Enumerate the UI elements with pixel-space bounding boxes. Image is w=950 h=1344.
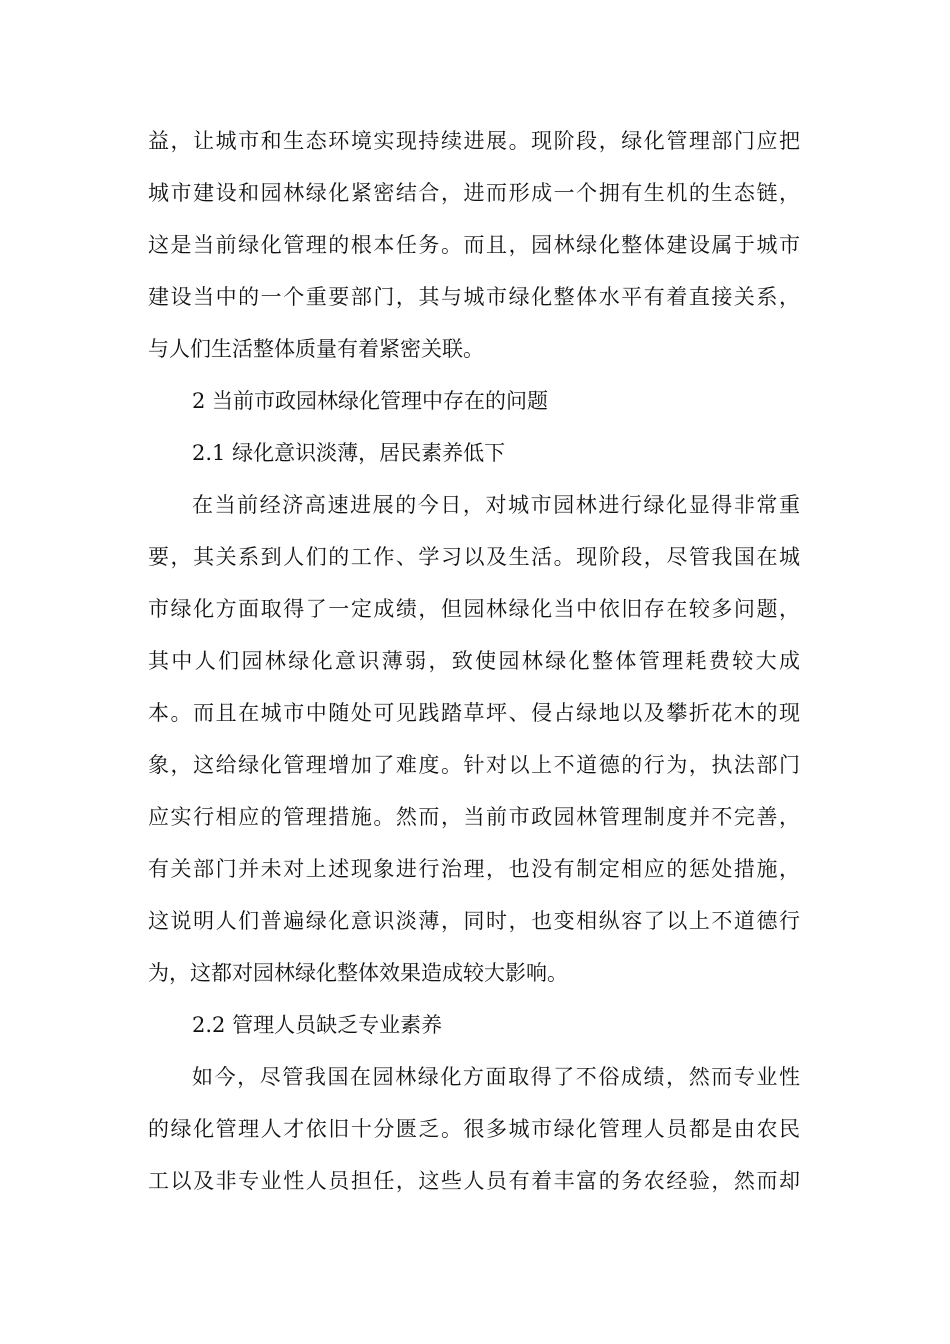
paragraph-line: 为，这都对园林绿化整体效果造成较大影响。 <box>148 961 568 985</box>
paragraph-line: 的绿化管理人才依旧十分匮乏。很多城市绿化管理人员都是由农民 <box>148 1117 800 1141</box>
paragraph-line: 本。而且在城市中随处可见践踏草坪、侵占绿地以及攀折花木的现 <box>148 701 800 725</box>
paragraph-line: 与人们生活整体质量有着紧密关联。 <box>148 337 484 361</box>
paragraph-line: 有关部门并未对上述现象进行治理，也没有制定相应的惩处措施， <box>148 857 800 881</box>
paragraph-line: 这说明人们普遍绿化意识淡薄，同时，也变相纵容了以上不道德行 <box>148 909 800 933</box>
paragraph-line: 其中人们园林绿化意识薄弱，致使园林绿化整体管理耗费较大成 <box>148 649 800 673</box>
paragraph-line: 象，这给绿化管理增加了难度。针对以上不道德的行为，执法部门 <box>148 753 800 777</box>
paragraph-line: 城市建设和园林绿化紧密结合，进而形成一个拥有生机的生态链， <box>148 181 800 205</box>
paragraph-line: 应实行相应的管理措施。然而，当前市政园林管理制度并不完善， <box>148 805 800 829</box>
section-heading: 2.2 管理人员缺乏专业素养 <box>192 1013 443 1037</box>
paragraph-line: 如今，尽管我国在园林绿化方面取得了不俗成绩，然而专业性 <box>192 1065 800 1089</box>
paragraph-line: 市绿化方面取得了一定成绩，但园林绿化当中依旧存在较多问题， <box>148 597 800 621</box>
paragraph-line: 益，让城市和生态环境实现持续进展。现阶段，绿化管理部门应把 <box>148 129 800 153</box>
paragraph-line: 工以及非专业性人员担任，这些人员有着丰富的务农经验，然而却 <box>148 1169 800 1193</box>
section-heading: 2 当前市政园林绿化管理中存在的问题 <box>192 389 549 413</box>
document-body <box>148 115 800 1207</box>
paragraph-line: 要，其关系到人们的工作、学习以及生活。现阶段，尽管我国在城 <box>148 545 800 569</box>
paragraph-line: 这是当前绿化管理的根本任务。而且，园林绿化整体建设属于城市 <box>148 233 800 257</box>
paragraph-line: 在当前经济高速进展的今日，对城市园林进行绿化显得非常重 <box>192 493 800 517</box>
paragraph-line: 建设当中的一个重要部门，其与城市绿化整体水平有着直接关系， <box>148 285 800 309</box>
section-heading: 2.1 绿化意识淡薄，居民素养低下 <box>192 441 506 465</box>
